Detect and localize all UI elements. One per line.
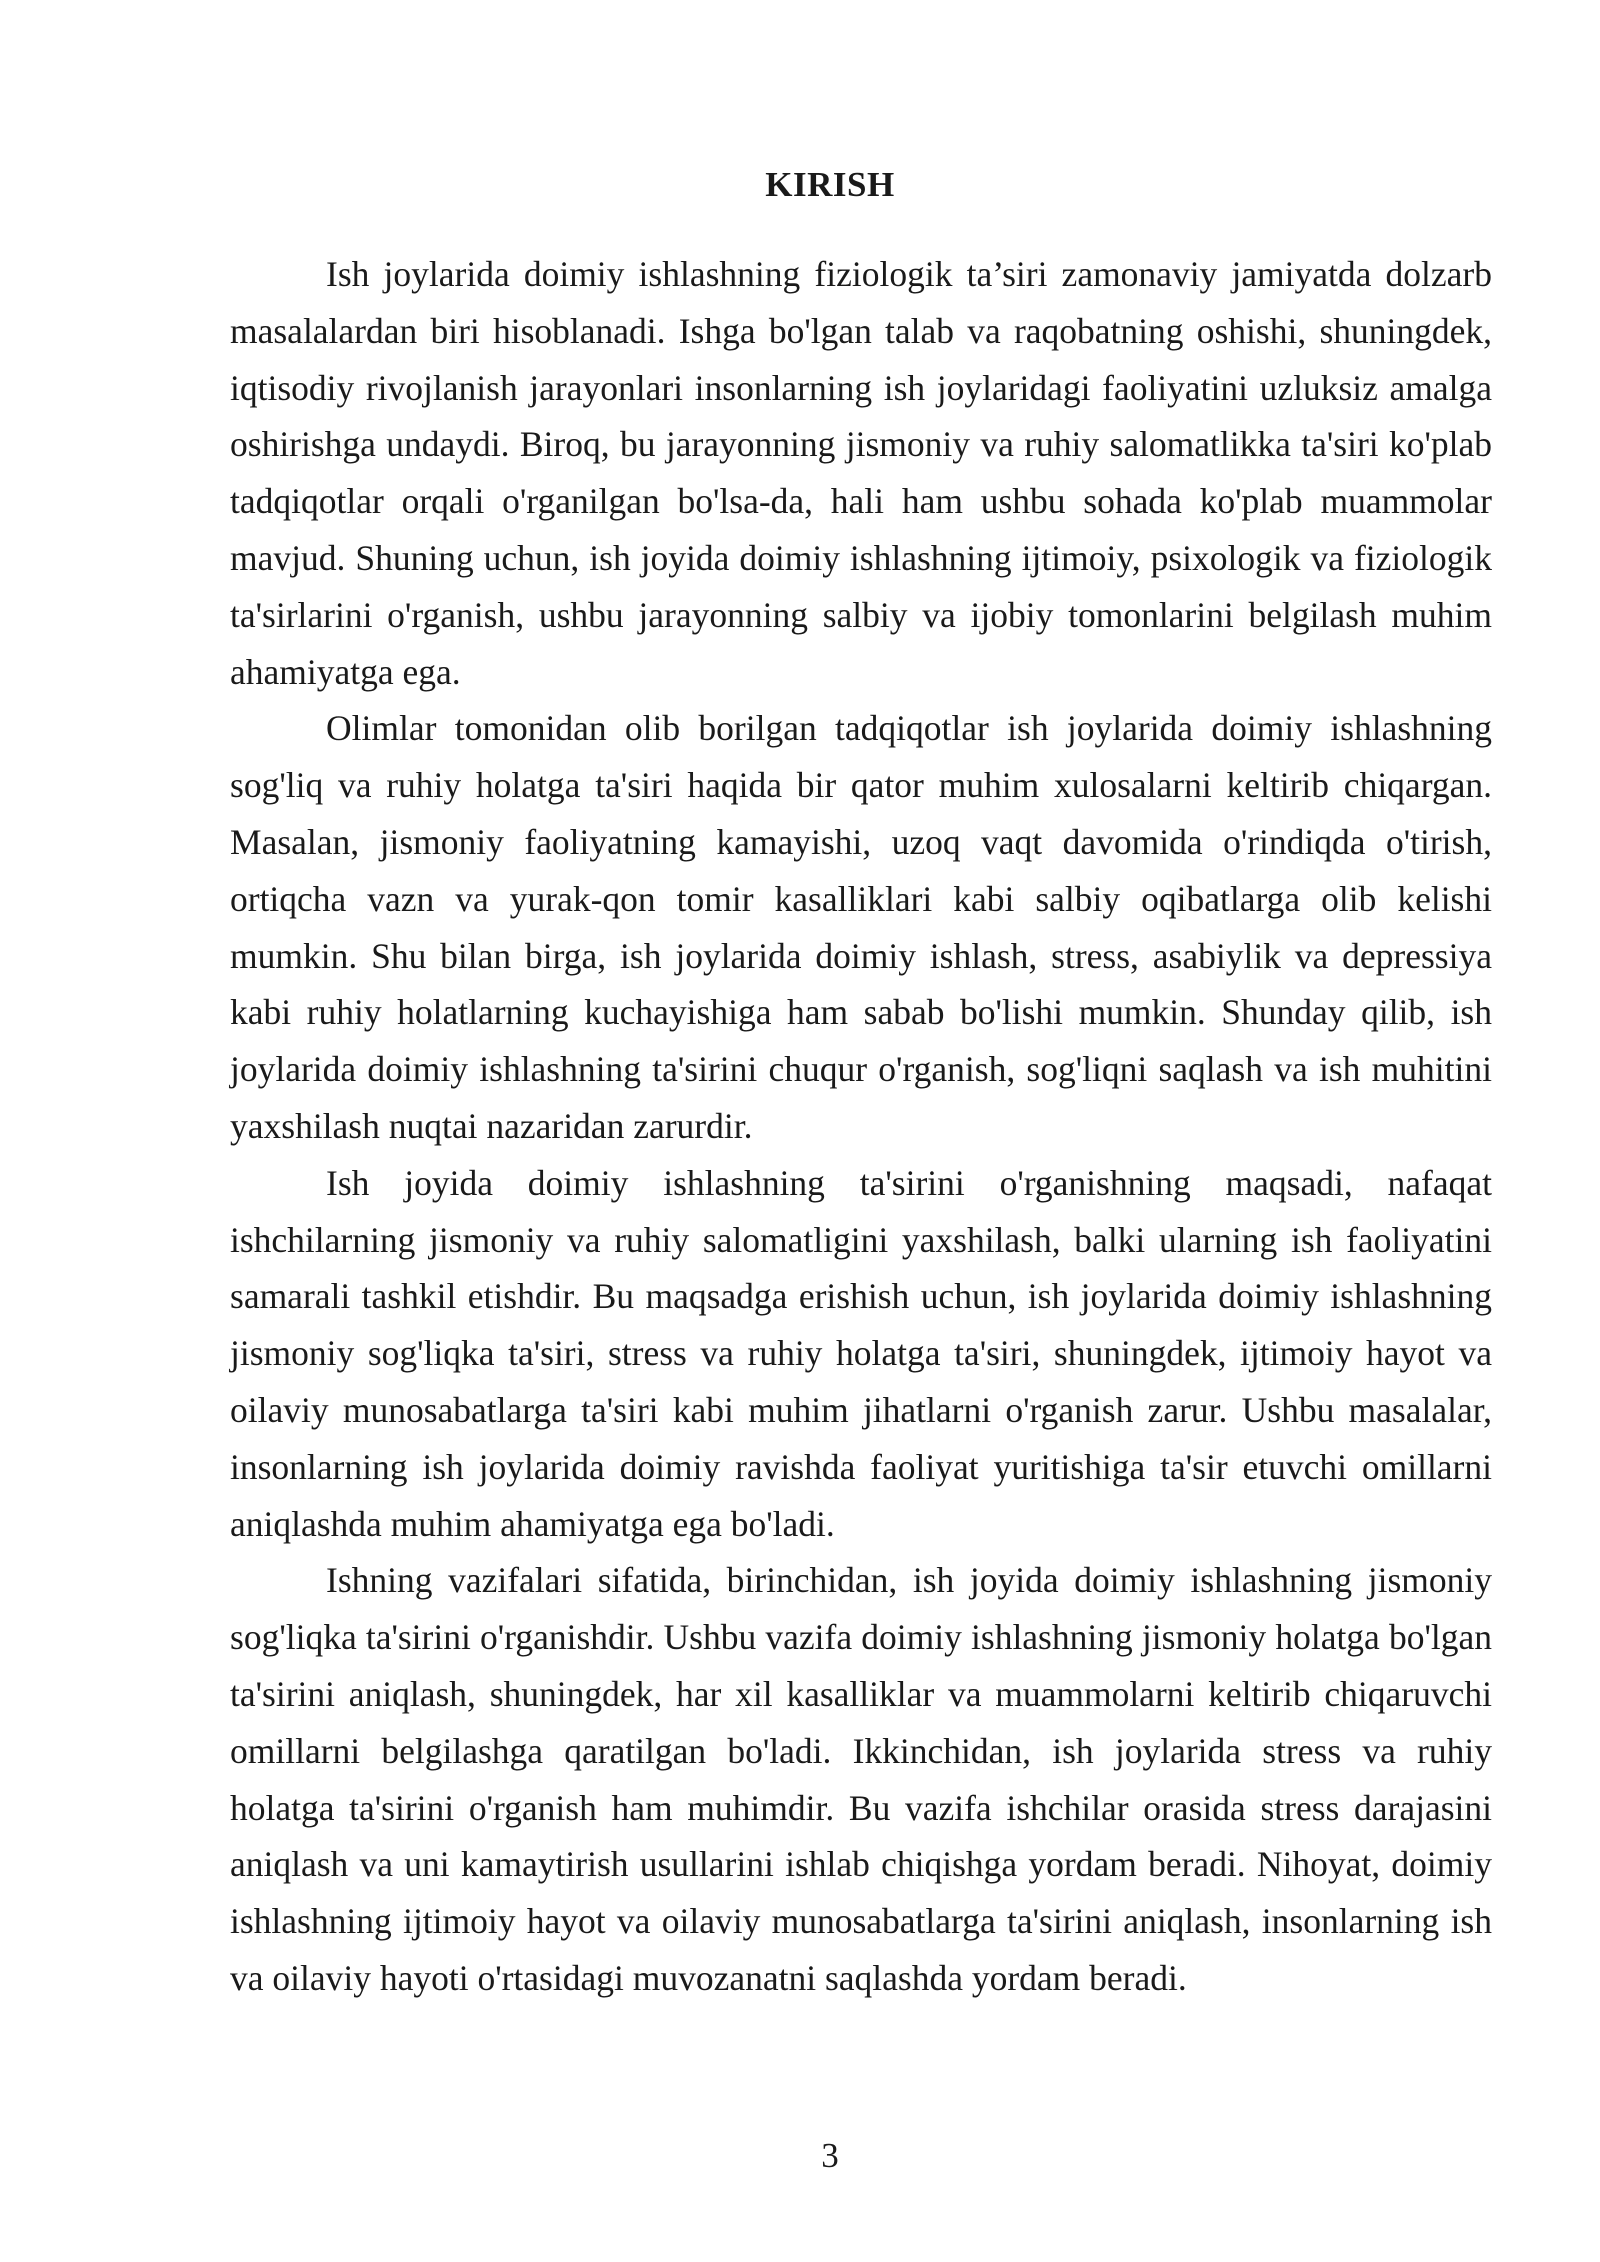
- page-title: KIRISH: [765, 165, 895, 204]
- page-number: 3: [821, 2136, 839, 2175]
- paragraph-4: Ishning vazifalari sifatida, birinchidan, ish joyida doimiy ishlashning jismoniy sog'liqka ta'sirini o'rganishdir. Ushbu vazifa doimiy ishlashning jismoniy holatga bo'lgan ta'sirini aniqlash, shuningdek, har xil kasalliklar va muammolarni keltirib chiqaruvchi omillarni belgilashga qaratilgan bo'ladi. Ikkinchidan, ish joylarida stress va ruhiy holatga ta'sirini o'rganish ham muhimdir. Bu vazifa ishchilar orasida stress darajasini aniqlash va uni kamaytirish usullarini ishlab chiqishga yordam beradi. Nihoyat, doimiy ishlashning ijtimoiy hayot va oilaviy munosabatlarga ta'sirini aniqlash, insonlarning ish va oilaviy hayoti o'rtasidagi muvozanatni saqlashda yordam beradi.: [230, 1560, 1492, 1998]
- body-text: [230, 246, 1492, 2007]
- paragraph-2: Olimlar tomonidan olib borilgan tadqiqotlar ish joylarida doimiy ishlashning sog'liq va ruhiy holatga ta'siri haqida bir qator muhim xulosalarni keltirib chiqargan. Masalan, jismoniy faoliyatning kamayishi, uzoq vaqt davomida o'rindiqda o'tirish, ortiqcha vazn va yurak-qon tomir kasalliklari kabi salbiy oqibatlarga olib kelishi mumkin. Shu bilan birga, ish joylarida doimiy ishlash, stress, asabiylik va depressiya kabi ruhiy holatlarning kuchayishiga ham sabab bo'lishi mumkin. Shunday qilib, ish joylarida doimiy ishlashning ta'sirini chuqur o'rganish, sog'liqni saqlash va ish muhitini yaxshilash nuqtai nazaridan zarurdir.: [230, 708, 1492, 1146]
- paragraph-3: Ish joyida doimiy ishlashning ta'sirini o'rganishning maqsadi, nafaqat ishchilarning jismoniy va ruhiy salomatligini yaxshilash, balki ularning ish faoliyatini samarali tashkil etishdir. Bu maqsadga erishish uchun, ish joylarida doimiy ishlashning jismoniy sog'liqka ta'siri, stress va ruhiy holatga ta'siri, shuningdek, ijtimoiy hayot va oilaviy munosabatlarga ta'siri kabi muhim jihatlarni o'rganish zarur. Ushbu masalalar, insonlarning ish joylarida doimiy ravishda faoliyat yuritishiga ta'sir etuvchi omillarni aniqlashda muhim ahamiyatga ega bo'ladi.: [230, 1162, 1492, 1544]
- paragraph-1: Ish joylarida doimiy ishlashning fiziologik ta’siri zamonaviy jamiyatda dolzarb masalalardan biri hisoblanadi. Ishga bo'lgan talab va raqobatning oshishi, shuningdek, iqtisodiy rivojlanish jarayonlari insonlarning ish joylaridagi faoliyatini uzluksiz amalga oshirishga undaydi. Biroq, bu jarayonning jismoniy va ruhiy salomatlikka ta'siri ko'plab tadqiqotlar orqali o'rganilgan bo'lsa-da, hali ham ushbu sohada ko'plab muammolar mavjud. Shuning uchun, ish joyida doimiy ishlashning ijtimoiy, psixologik va fiziologik ta'sirlarini o'rganish, ushbu jarayonning salbiy va ijobiy tomonlarini belgilash muhim ahamiyatga ega.: [230, 254, 1492, 692]
